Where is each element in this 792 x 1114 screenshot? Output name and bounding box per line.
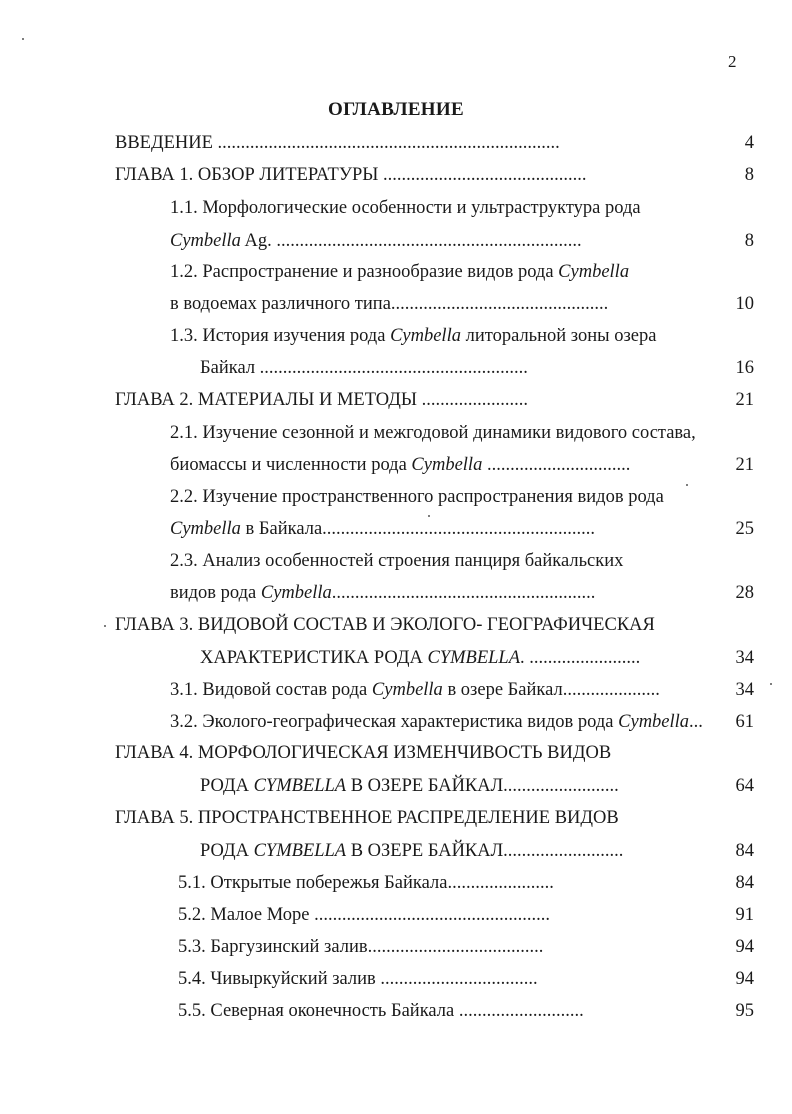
scan-speck bbox=[104, 625, 106, 627]
toc-page-ch4: 64 bbox=[735, 776, 754, 796]
toc-page-2-2: 25 bbox=[735, 519, 754, 539]
toc-page-3-1: 34 bbox=[735, 680, 754, 700]
scan-speck bbox=[22, 38, 24, 40]
scan-speck bbox=[686, 484, 688, 486]
toc-page-5-3: 94 bbox=[735, 937, 754, 957]
toc-page-1-1: 8 bbox=[744, 231, 754, 251]
toc-entry-2-2-line1: 2.2. Изучение пространственного распространения видов рода bbox=[170, 487, 664, 507]
toc-entry-3-1: 3.1. Видовой состав рода Cymbella в озере Байкал..................... bbox=[170, 680, 660, 700]
toc-entry-ch1: ГЛАВА 1. ОБЗОР ЛИТЕРАТУРЫ ............................................ bbox=[115, 165, 587, 185]
toc-entry-5-4: 5.4. Чивыркуйский залив .................................. bbox=[178, 969, 538, 989]
toc-entry-1-1-line1: 1.1. Морфологические особенности и ультраструктура рода bbox=[170, 198, 641, 218]
toc-entry-1-3-line2: Байкал .......................................................... bbox=[200, 358, 528, 378]
toc-entry-5-2: 5.2. Малое Море ................................................... bbox=[178, 905, 550, 925]
toc-entry-ch4-line1: ГЛАВА 4. МОРФОЛОГИЧЕСКАЯ ИЗМЕНЧИВОСТЬ ВИДОВ bbox=[115, 743, 612, 763]
toc-entry-1-2-line2: в водоемах различного типа............................................... bbox=[170, 294, 609, 314]
scan-speck bbox=[428, 515, 430, 517]
toc-entry-ch3-line1: ГЛАВА 3. ВИДОВОЙ СОСТАВ И ЭКОЛОГО- ГЕОГРАФИЧЕСКАЯ bbox=[115, 615, 655, 635]
toc-page-2-1: 21 bbox=[735, 455, 754, 475]
toc-entry-2-3-line2: видов рода Cymbella......................................................... bbox=[170, 583, 596, 603]
toc-page-ch5: 84 bbox=[735, 841, 754, 861]
toc-entry-ch5-line1: ГЛАВА 5. ПРОСТРАНСТВЕННОЕ РАСПРЕДЕЛЕНИЕ ВИДОВ bbox=[115, 808, 619, 828]
toc-entry-2-3-line1: 2.3. Анализ особенностей строения панциря байкальских bbox=[170, 551, 624, 571]
toc-entry-5-1: 5.1. Открытые побережья Байкала....................... bbox=[178, 873, 554, 893]
toc-entry-1-3-line1: 1.3. История изучения рода Cymbella литоральной зоны озера bbox=[170, 326, 657, 346]
toc-entry-intro: ВВЕДЕНИЕ .......................................................................... bbox=[115, 133, 560, 153]
toc-page-intro: 4 bbox=[744, 133, 754, 153]
toc-page-1-3: 16 bbox=[735, 358, 754, 378]
toc-entry-5-5: 5.5. Северная оконечность Байкала ........................... bbox=[178, 1001, 584, 1021]
toc-page-5-4: 94 bbox=[735, 969, 754, 989]
toc-page-5-5: 95 bbox=[735, 1001, 754, 1021]
scan-speck bbox=[770, 683, 772, 685]
toc-entry-2-1-line2: биомассы и численности рода Cymbella ............................... bbox=[170, 455, 631, 475]
toc-entry-ch5-line2: РОДА CYMBELLA В ОЗЕРЕ БАЙКАЛ.......................... bbox=[200, 841, 624, 861]
toc-page-ch3: 34 bbox=[735, 648, 754, 668]
toc-page-5-1: 84 bbox=[735, 873, 754, 893]
toc-page-1-2: 10 bbox=[735, 294, 754, 314]
toc-entry-ch2: ГЛАВА 2. МАТЕРИАЛЫ И МЕТОДЫ ....................... bbox=[115, 390, 528, 410]
toc-page-ch2: 21 bbox=[735, 390, 754, 410]
toc-entry-1-1-line2: Cymbella Ag. .................................................................. bbox=[170, 231, 582, 251]
toc-page-ch1: 8 bbox=[744, 165, 754, 185]
toc-entry-5-3: 5.3. Баргузинский залив...................................... bbox=[178, 937, 544, 957]
toc-entry-ch3-line2: ХАРАКТЕРИСТИКА РОДА CYMBELLA. ........................ bbox=[200, 648, 641, 668]
toc-page-2-3: 28 bbox=[735, 583, 754, 603]
toc-title: ОГЛАВЛЕНИЕ bbox=[328, 99, 464, 120]
toc-entry-3-2: 3.2. Эколого-географическая характеристика видов рода Cymbella... bbox=[170, 712, 703, 732]
toc-entry-ch4-line2: РОДА CYMBELLA В ОЗЕРЕ БАЙКАЛ......................... bbox=[200, 776, 619, 796]
toc-entry-1-2-line1: 1.2. Распространение и разнообразие видов рода Cymbella bbox=[170, 262, 630, 282]
toc-page-3-2: 61 bbox=[735, 712, 754, 732]
toc-entry-2-1-line1: 2.1. Изучение сезонной и межгодовой динамики видового состава, bbox=[170, 423, 696, 443]
toc-page-5-2: 91 bbox=[735, 905, 754, 925]
page-number: 2 bbox=[728, 52, 737, 71]
toc-entry-2-2-line2: Cymbella в Байкала........................................................... bbox=[170, 519, 596, 539]
